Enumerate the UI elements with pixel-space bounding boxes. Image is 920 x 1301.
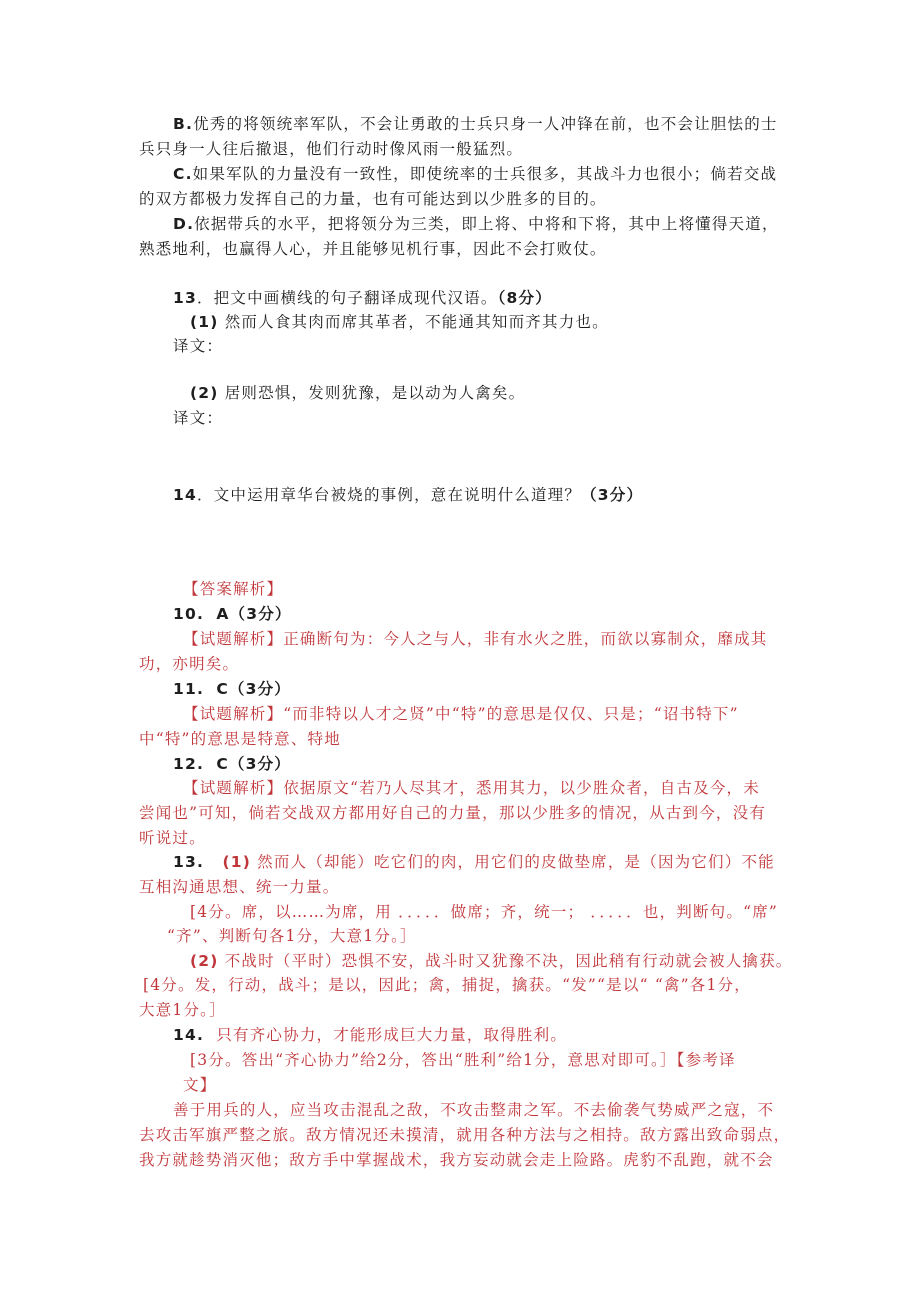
answer-13-sub2-number: (2) <box>190 952 219 970</box>
translation-label-1: 译文： <box>173 337 224 355</box>
answer-13-sub1-line1 <box>173 851 775 873</box>
option-d-line1 <box>173 213 779 235</box>
question-13-sub1-number: (1) <box>190 313 219 331</box>
answer-12-analysis-line3: 听说过。 <box>139 829 206 847</box>
answer-13-sub2-note-line2: 大意1分。］ <box>139 1001 226 1019</box>
answer-13-sub2-text: 不战时（平时）恐惧不安，战斗时又犹豫不决，因此稍有行动就会被人擒获。 <box>224 952 793 970</box>
question-13-sub1-text: 然而人食其肉而席其革者，不能通其知而齐其力也。 <box>224 313 609 331</box>
question-13-score: （8分） <box>497 289 552 307</box>
answer-12-analysis-text: 依据原文“若乃人尽其才，悉用其力，以少胜众者，自古及今，未 <box>283 779 760 797</box>
question-13 <box>173 287 552 309</box>
option-d-letter: D. <box>173 215 195 233</box>
answer-13-number: 13. <box>173 853 205 871</box>
question-13-number: 13 <box>173 289 197 307</box>
question-14 <box>173 484 643 506</box>
answers-header: 【答案解析】 <box>183 580 284 598</box>
answer-10-answer: A（3分） <box>216 605 292 623</box>
answer-11-answer: C（3分） <box>216 680 291 698</box>
question-13-text: ．把文中画横线的句子翻译成现代汉语。 <box>196 289 498 307</box>
answer-12-tag: 【试题解析】 <box>183 779 284 797</box>
answer-11-analysis-line1 <box>183 703 739 725</box>
answer-13-sub1-note-line2: “齐”、判断句各1分，大意1分。］ <box>167 927 417 945</box>
answer-14-text: 只有齐心协力，才能形成巨大力量，取得胜利。 <box>216 1026 568 1044</box>
answer-11 <box>173 678 291 700</box>
answer-12-analysis-line1 <box>183 777 760 799</box>
answer-14-number: 14. <box>173 1026 205 1044</box>
option-d-line2: 熟悉地利，也赢得人心，并且能够见机行事，因此不会打败仗。 <box>139 240 607 258</box>
question-14-number: 14 <box>173 486 197 504</box>
answer-11-number: 11. <box>173 680 205 698</box>
answer-14-note-line2: 文】 <box>183 1076 217 1094</box>
answer-13-sub1-number: (1) <box>222 853 252 871</box>
question-14-score: （3分） <box>581 486 644 504</box>
answer-10 <box>173 603 292 625</box>
question-13-sub2 <box>190 382 525 404</box>
question-13-sub1 <box>190 311 609 333</box>
option-b-text: 优秀的将领统率军队，不会让勇敢的士兵只身一人冲锋在前，也不会让胆怯的士 <box>193 115 778 133</box>
option-b-line2: 兵只身一人往后撤退，他们行动时像风雨一般猛烈。 <box>139 140 524 158</box>
answer-11-analysis-text: “而非特以人才之贤”中“特”的意思是仅仅、只是；“诏书特下” <box>283 705 739 723</box>
question-13-sub2-number: (2) <box>190 384 219 402</box>
answer-12-number: 12. <box>173 755 205 773</box>
answer-12-analysis-line2: 尝闻也”可知，倘若交战双方都用好自己的力量，那以少胜多的情况，从古到今，没有 <box>139 804 767 822</box>
answer-11-analysis-line2: 中“特”的意思是特意、特地 <box>139 730 341 748</box>
option-c-letter: C. <box>173 165 193 183</box>
answer-13-sub1-line2: 互相沟通思想、统一力量。 <box>139 878 340 896</box>
option-c-text: 如果军队的力量没有一致性，即使统率的士兵很多，其战斗力也很小；倘若交战 <box>192 165 778 183</box>
option-c-line2: 的双方都极力发挥自己的力量，也有可能达到以少胜多的目的。 <box>139 190 607 208</box>
reference-translation-line1: 善于用兵的人，应当攻击混乱之敌，不攻击整肃之军。不去偷袭气势威严之寇，不 <box>173 1101 775 1119</box>
answer-13-sub1-text: 然而人（却能）吃它们的肉，用它们的皮做垫席，是（因为它们）不能 <box>257 853 775 871</box>
reference-translation-line2: 去攻击军旗严整之旅。敌方情况还未摸清，就用各种方法与之相持。敌方露出致命弱点， <box>139 1126 791 1144</box>
answer-12 <box>173 753 291 775</box>
answer-10-analysis-text: 正确断句为：今人之与人，非有水火之胜，而欲以寡制众，靡成其 <box>283 630 768 648</box>
question-14-text: ．文中运用章华台被烧的事例，意在说明什么道理？ <box>196 486 582 504</box>
answer-14-note-line1: [3分。答出“齐心协力”给2分，答出“胜利”给1分，意思对即可。］【参考译 <box>190 1051 736 1069</box>
answer-10-analysis-line2: 功，亦明矣。 <box>139 655 240 673</box>
option-d-text: 依据带兵的水平，把将领分为三类，即上将、中将和下将，其中上将懂得天道， <box>194 215 779 233</box>
answer-13-sub2-note-line1: [4分。发，行动，战斗；是以，因此；禽，捕捉，擒获。“发”“是以“ “禽”各1分， <box>143 976 751 994</box>
answer-12-answer: C（3分） <box>216 755 291 773</box>
answer-13-sub2-line1 <box>190 950 793 972</box>
option-b-letter: B. <box>173 115 194 133</box>
reference-translation-line3: 我方就趁势消灭他；敌方手中掌握战术，我方妄动就会走上险路。虎豹不乱跑，就不会 <box>139 1151 774 1169</box>
answer-10-tag: 【试题解析】 <box>183 630 284 648</box>
translation-label-2: 译文： <box>173 409 224 427</box>
option-c-line1 <box>173 163 777 185</box>
option-b-line1 <box>173 113 778 135</box>
answer-10-number: 10. <box>173 605 205 623</box>
answer-14 <box>173 1024 567 1046</box>
question-13-sub2-text: 居则恐惧，发则犹豫，是以动为人禽矣。 <box>224 384 526 402</box>
answer-10-analysis-line1 <box>183 628 768 650</box>
answer-11-tag: 【试题解析】 <box>183 705 284 723</box>
answer-13-sub1-note-line1: [4分。席，以……为席，用 ．．．．．做席；齐，统一； ．．．．．也，判断句。“席” <box>190 903 779 921</box>
